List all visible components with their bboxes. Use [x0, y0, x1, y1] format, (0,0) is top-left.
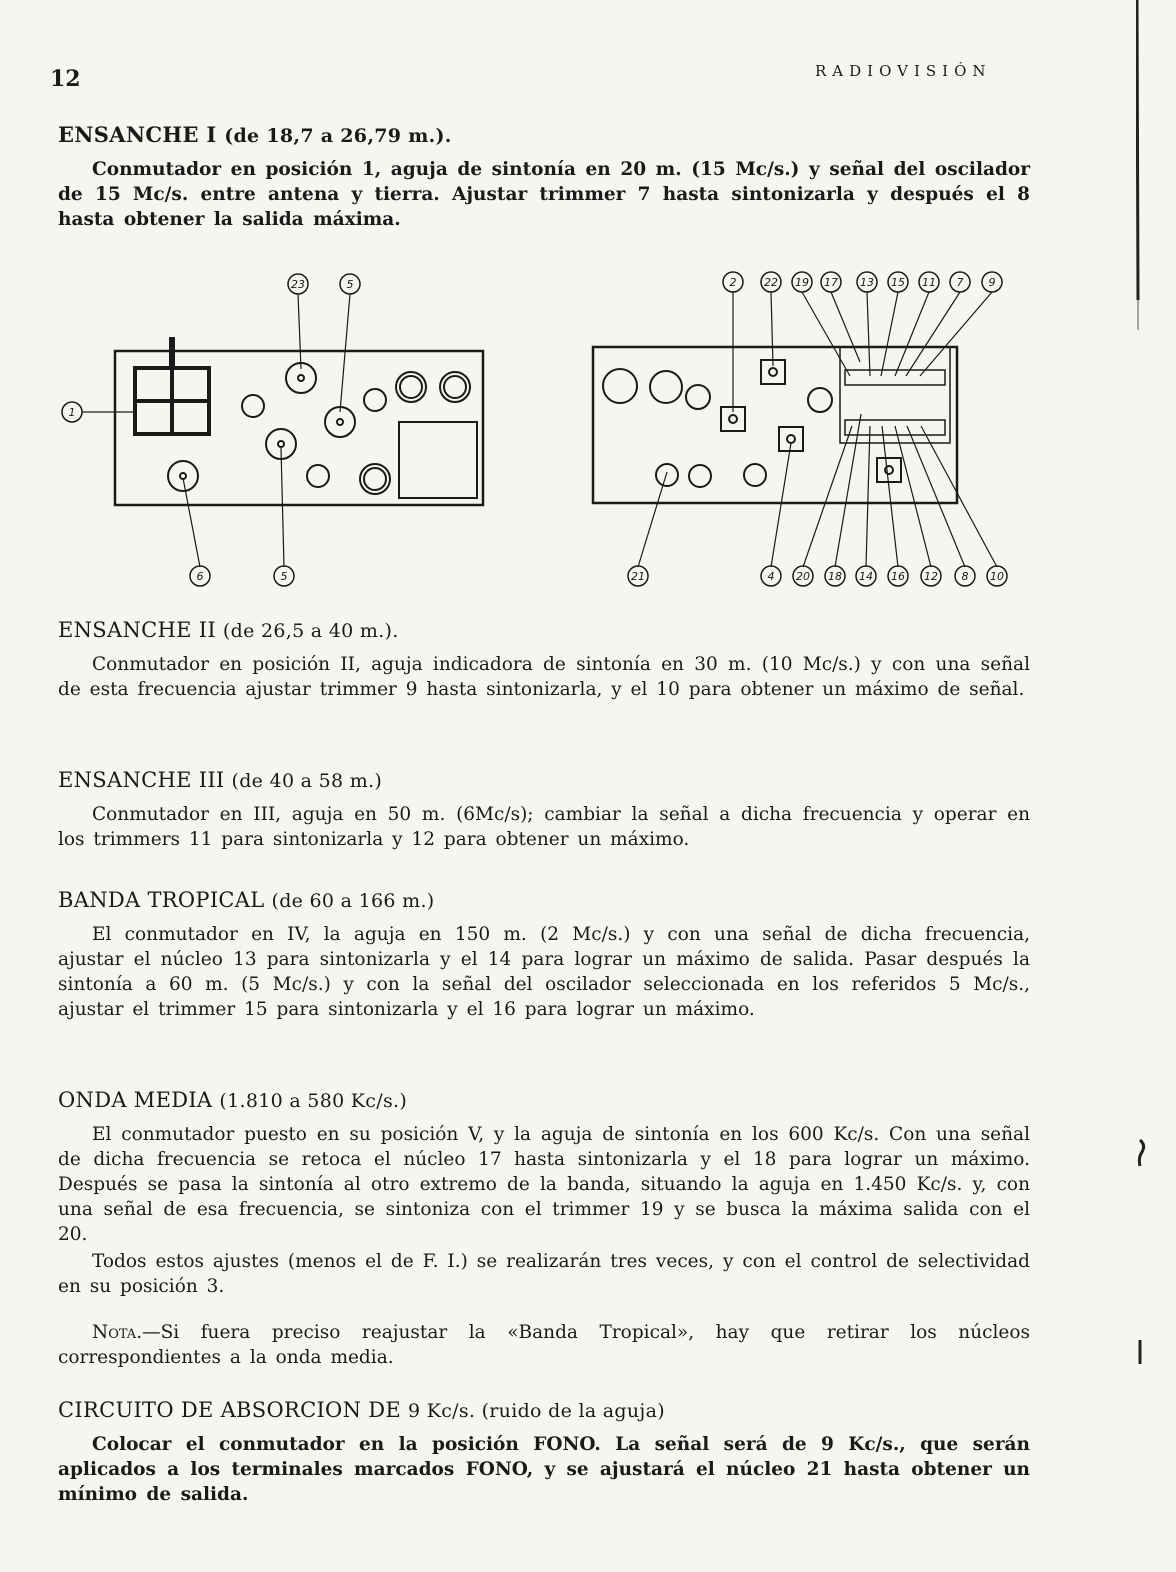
note-text: —Si fuera preciso reajustar la «Banda Tropical», hay que retirar los núcleos correspondientes a la onda media.: [58, 1322, 1030, 1368]
section-ensanche-1: [58, 122, 1030, 232]
label-6: 6: [196, 570, 204, 583]
label-16: 16: [891, 570, 905, 583]
paragraph: Colocar el conmutador en la posición FONO. La señal será de 9 Kc/s., que serán aplicados a los terminales marcados FONO, y se ajustará el núcleo 21 hasta obtener un mínimo de salida.: [58, 1434, 1030, 1505]
paragraph: Todos estos ajustes (menos el de F. I.) se realizarán tres veces, y con el control de selectividad en su posición 3.: [58, 1251, 1030, 1297]
right-chassis-diagram: [593, 272, 1007, 586]
label-1: 1: [68, 406, 76, 419]
label-4: 4: [767, 570, 775, 583]
paragraph: Conmutador en posición 1, aguja de sintonía en 20 m. (15 Mc/s.) y señal del oscilador de 15 Mc/s. entre antena y tierra. Ajustar trimmer 7 hasta sintonizarla y después el 8 hasta obtener la salida máxima.: [58, 159, 1030, 230]
label-11: 11: [922, 276, 936, 289]
section-heading: ENSANCHE II (de 26,5 a 40 m.).: [58, 618, 399, 642]
label-15: 15: [891, 276, 905, 289]
label-5b: 5: [280, 570, 288, 583]
section-heading: ENSANCHE III (de 40 a 58 m.): [58, 768, 383, 792]
label-22: 22: [764, 276, 778, 289]
section-heading: BANDA TROPICAL (de 60 a 166 m.): [58, 888, 435, 912]
section-ensanche-3: [58, 768, 1030, 852]
label-2: 2: [729, 276, 737, 289]
paragraph: El conmutador puesto en su posición V, y la aguja de sintonía en los 600 Kc/s. Con una señal de dicha frecuencia se retoca el núcleo 17 hasta sintonizarla y el 18 para lograr un máximo. Después se pasa la sintonía al otro extremo de la banda, situando la aguja en 1.450 Kc/s. y, con una señal de esa frecuencia, se sintoniza con el trimmer 19 y se busca la máxima salida con el 20.: [58, 1124, 1030, 1245]
note-block: [58, 1320, 1030, 1370]
scan-edge-marks: [1136, 0, 1176, 1568]
alignment-diagram: [55, 262, 1025, 592]
paragraph: Conmutador en posición II, aguja indicadora de sintonía en 30 m. (10 Mc/s.) y con una señal de esta frecuencia ajustar trimmer 9 hasta sintonizarla, y el 10 para obtener un máximo de señal.: [58, 654, 1030, 700]
label-14: 14: [859, 570, 873, 583]
label-20: 20: [796, 570, 810, 583]
note-label: Nota.: [92, 1322, 143, 1343]
paragraph: El conmutador en IV, la aguja en 150 m. (2 Mc/s.) y con una señal de dicha frecuencia, ajustar el núcleo 13 para sintonizarla y el 14 para lograr un máximo de salida. Pasar después la sintonía a 60 m. (5 Mc/s.) y con la señal del oscilador seleccionada en los referidos 5 Mc/s., ajustar el trimmer 15 para sintonizarla y el 16 para lograr un máximo.: [58, 924, 1030, 1020]
label-7: 7: [956, 276, 964, 289]
paragraph: Conmutador en III, aguja en 50 m. (6Mc/s); cambiar la señal a dicha frecuencia y operar en los trimmers 11 para sintonizarla y 12 para obtener un máximo.: [58, 804, 1030, 850]
label-9: 9: [988, 276, 996, 289]
section-onda-media: [58, 1088, 1030, 1299]
label-21: 21: [631, 570, 645, 583]
label-8: 8: [961, 570, 969, 583]
label-13: 13: [860, 276, 874, 289]
label-23: 23: [291, 278, 305, 291]
left-chassis-diagram: [62, 274, 483, 586]
section-heading: ONDA MEDIA (1.810 a 580 Kc/s.): [58, 1088, 408, 1112]
section-heading: ENSANCHE I (de 18,7 a 26,79 m.).: [58, 122, 452, 147]
label-17: 17: [824, 276, 838, 289]
label-19: 19: [795, 276, 809, 289]
note-paragraph: [58, 1320, 1030, 1370]
label-10: 10: [990, 570, 1004, 583]
running-head: RADIOVISIÓN: [815, 62, 992, 80]
label-5: 5: [346, 278, 354, 291]
section-banda-tropical: [58, 888, 1030, 1022]
page-number: 12: [50, 66, 81, 92]
label-12: 12: [924, 570, 938, 583]
label-18: 18: [828, 570, 842, 583]
section-heading: CIRCUITO DE ABSORCION DE 9 Kc/s. (ruido de la aguja): [58, 1398, 665, 1422]
section-ensanche-2: [58, 618, 1030, 702]
section-circuito-absorcion: [58, 1398, 1030, 1507]
